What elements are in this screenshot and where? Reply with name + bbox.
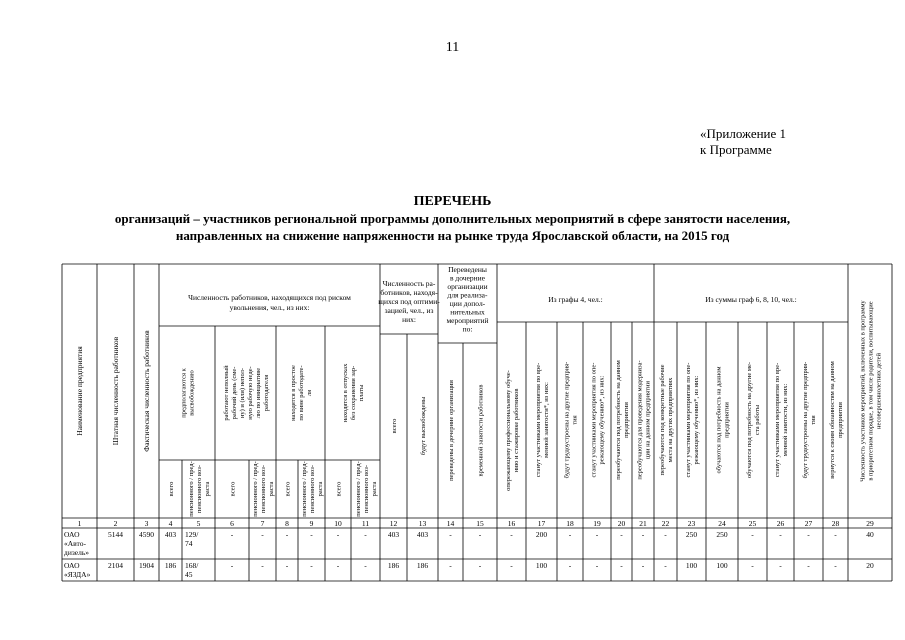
header-c28 [829,361,844,478]
column-number: 24 [718,519,726,528]
header-part-time-line: лю по инициативе [254,367,262,419]
title-main: ПЕРЕЧЕНЬ [413,194,492,209]
row-value: - [310,561,313,570]
header-c28-line: предприятии [836,402,844,438]
header-c22-line: переобучаются под конкретные рабочие [658,364,666,476]
header-downtime-line: ля [305,389,313,397]
title-line-3: направленных на снижение напряженности на рынке труда Ярославской области, на 2015 год [175,228,730,243]
row-value: 100 [535,561,548,570]
row-value: - [449,561,452,570]
row-value: 186 [387,561,400,570]
column-number: 14 [446,519,455,528]
column-number: 3 [144,519,149,528]
row-value: - [807,530,810,539]
row-value: 186 [164,561,177,570]
row-value: - [834,530,837,539]
row-name: ОАО [64,530,80,539]
subsidiary-group-header: в дочерние [450,273,485,283]
header-downtime-line: по вине работодате- [297,365,305,421]
header-c18-line: будут трудоустроены на другие предприя- [563,361,571,479]
subheader-pension-line: пенсионного воз- [362,464,370,514]
column-number: 7 [260,519,265,528]
subheader-pension-line: пенсионного / пред- [187,461,195,517]
header-advance-training-line: нию и стажировке работников [512,388,520,473]
subsidiary-group-header: для реализа- [447,290,488,300]
row-value: 100 [685,561,698,570]
subheader-total [335,482,342,497]
page-number: 11 [445,40,460,55]
row-value: - [620,561,623,570]
header-temp-employment [477,385,484,477]
column-number: 11 [361,519,370,528]
row-value: - [568,561,572,570]
column-number: 18 [566,519,574,528]
header-c18 [563,362,578,479]
row-value: - [230,530,234,539]
row-name: ОАО [64,561,80,570]
row-value: - [751,530,754,539]
header-unpaid-leave-line: находятся в отпусках [341,363,349,423]
header-optim-total-line: всего [390,418,398,434]
subheader-pension-line: пенсионного / пред- [354,461,362,517]
row-value: 200 [535,530,548,539]
row-value: - [641,561,645,570]
header-c17-line: менной занятости*, из них: [542,382,550,458]
header-c25-line: ста работы [753,404,761,436]
row-value: 5144 [108,530,123,539]
row-name: дизель» [64,548,90,557]
header-part-time-line: работодателя [262,374,270,412]
header-advance-training-line: опережающему профессиональному обуче- [504,370,512,491]
header-c26-line: менной занятости, из них: [781,383,789,457]
header-c22 [659,364,674,475]
header-unpaid-leave-line: без сохранения зар- [349,365,357,421]
row-value: 168/ [185,561,199,570]
subsidiary-group-header: нительных [450,307,485,317]
column-number: 13 [418,519,427,528]
header-c20-line: переобучаются под потребность на данном [614,360,622,480]
header-downtime [290,365,313,421]
column-number: 5 [196,519,201,528]
column-number: 10 [334,519,342,528]
row-value: - [834,561,837,570]
header-c17 [535,363,550,477]
header-part-time-line: рабочий день (сме- [230,366,238,420]
header-downtime-line: находятся в простое [289,365,297,421]
row-value: - [641,530,645,539]
subheader-pension-line: раста [267,481,275,497]
header-name [75,346,84,436]
subheader-pension [252,461,275,516]
header-transferred [448,380,455,481]
header-participants [859,300,882,482]
subheader-pension-line: пенсионного воз- [308,464,316,514]
row-value: 20 [866,561,874,570]
header-c23 [685,363,700,478]
optim-group-header: щихся под оптими- [378,297,440,306]
row-value: - [261,530,264,539]
column-number: 22 [661,519,670,528]
subheader-total-line: всего [335,481,343,497]
header-actual-count-line: Фактическая численность работников [142,330,152,452]
row-value: - [664,530,667,539]
row-value: - [779,530,782,539]
row-value: - [595,530,599,539]
row-value: - [285,530,289,539]
subsidiary-group-header: организации [447,282,488,291]
column-number: 17 [537,519,546,528]
header-release-line: высвобождению [188,370,196,416]
column-number: 28 [831,519,840,528]
row-value: - [751,561,754,570]
header-release [180,367,195,417]
header-c26-line: станут участниками мероприятия по вре- [773,362,781,478]
subsidiary-group-header: ции допол- [449,299,486,308]
header-c19-line: станут участниками мероприятия по опе- [590,362,598,478]
column-number: 20 [617,519,626,528]
row-value: - [620,530,623,539]
header-staff-count-line: Штатная численность работников [111,336,121,446]
appendix-line-2: к Программе [700,142,772,157]
header-c24 [715,367,730,474]
row-value: 403 [416,530,429,539]
column-number: 2 [113,519,118,528]
header-c23-line: режающему обучению*, из них: [692,375,700,465]
row-value: - [336,561,340,570]
header-c24-line: обучаются под потребность на данном [715,366,723,474]
subheader-total [284,482,291,497]
header-c22-line: места на других предприятиях [666,377,674,463]
subheader-pension-line: раста [316,481,324,497]
row-value: - [807,561,810,570]
column-number: 19 [593,519,601,528]
subheader-pension-line: пенсионного воз- [259,464,267,514]
row-value: 250 [716,530,728,539]
optim-group-header: зацией, чел., из [384,306,434,315]
subheader-pension [188,461,211,516]
row-value: - [595,561,599,570]
row-value: 403 [387,530,400,539]
header-c20 [615,360,630,479]
header-c27 [802,362,817,479]
optim-group-header: ботников, находя- [380,288,438,297]
column-number: 9 [309,519,314,528]
row-value: - [336,530,340,539]
column-number: 26 [776,519,785,528]
row-value: - [510,561,513,570]
column-number: 4 [168,519,173,528]
subheader-total-line: всего [284,481,292,497]
from4-group-header: Из графы 4, чел.: [548,295,603,304]
header-c19 [590,363,605,478]
header-c17-line: станут участниками мероприятия по вре- [534,362,542,478]
row-value: - [478,530,482,539]
header-part-time-line: ну) и (или) непол- [238,367,246,419]
row-value: - [364,530,367,539]
row-value: 4590 [139,530,154,539]
column-number: 23 [687,519,696,528]
row-value: - [478,561,482,570]
header-c20-line: предприятии [622,402,630,438]
header-temp-employment-line: временной занятости работников [477,384,485,477]
column-number: 29 [866,519,874,528]
header-part-time-line: ную рабочую неде- [246,366,254,420]
row-value: - [261,561,264,570]
row-value: - [664,561,667,570]
risk-group-header: увольнения, чел., из них: [229,303,310,312]
optim-group-header: Численность ра- [382,279,436,288]
header-advance-training [505,370,520,491]
row-value: 40 [866,530,874,539]
subheader-pension-line: раста [203,481,211,497]
header-c25 [746,362,761,478]
from6810-group-header: Из суммы граф 6, 8, 10, чел.: [705,295,797,304]
header-part-time-line: работают неполный [222,365,230,421]
subheader-total-line: всего [229,481,237,497]
row-value: - [230,561,234,570]
header-c27-line: будут трудоустроены на другие предприя- [801,361,809,479]
row-value: 45 [185,570,193,579]
row-value: - [449,530,452,539]
subheader-total [168,482,175,497]
subheader-pension [301,461,324,516]
risk-group-header: Численность работников, находящихся под риском [188,293,351,302]
header-release-line: предполагаются к [180,368,188,418]
column-number: 27 [804,519,813,528]
row-value: - [568,530,572,539]
subsidiary-group-header: Переведены [448,265,487,274]
column-number: 16 [507,519,516,528]
header-transferred-line: переведены в дочерние организации [447,380,455,481]
appendix-line-1: «Приложение 1 [700,126,787,141]
header-participants-line: в приоритетном порядке, в том числе родители, воспитывающие [867,301,875,481]
header-staff-count [111,336,120,445]
column-number: 8 [285,519,289,528]
row-value: - [510,530,513,539]
subheader-pension [355,461,378,516]
row-value: 250 [685,530,698,539]
optim-group-header: них: [402,315,416,324]
row-value: 2104 [108,561,123,570]
header-part-time [223,365,270,421]
header-c23-line: станут участниками мероприятия по опе- [684,362,692,478]
row-name: «Авто- [64,539,86,548]
title-line-2: организаций – участников региональной программы дополнительных мероприятий в сфере занятости населения, [114,211,791,226]
header-c21-line: переобучаются для проведения модерниза- [636,360,644,480]
column-number: 1 [77,519,82,528]
row-value: 403 [164,530,177,539]
subsidiary-group-header: по: [462,324,473,334]
header-unpaid-leave [342,363,365,422]
row-value: 100 [716,561,728,570]
row-name: «ЯЗДА» [64,570,91,579]
row-value: 1904 [139,561,154,570]
header-c24-line: предприятии [723,402,731,438]
subheader-pension-line: пенсионного воз- [195,464,203,514]
header-optim-total [391,419,398,434]
column-number: 15 [476,519,484,528]
row-value: - [310,530,313,539]
row-value: 129/ [185,530,199,539]
column-number: 21 [639,519,647,528]
subsidiary-group-header: мероприятий [446,316,489,325]
header-c25-line: обучаются под потребность на другие ме- [745,361,753,479]
subheader-total [229,482,236,497]
header-unpaid-leave-line: платы [357,384,365,402]
header-participants-line: Численность участников мероприятий, включенных в программу [859,300,867,482]
row-value: 186 [416,561,429,570]
row-value: 74 [185,539,193,548]
header-c27-line: тия [809,415,817,425]
subheader-total-line: всего [167,481,175,497]
header-c21-line: ции на данном предприятии [644,381,652,459]
row-value: - [779,561,782,570]
column-number: 6 [230,519,234,528]
subheader-pension-line: пенсионного / пред- [300,461,308,517]
header-participants-line: несовершеннолетних детей [875,352,883,430]
subheader-pension-line: пенсионного / пред- [251,461,259,517]
column-number: 12 [389,519,398,528]
subheader-pension-line: раста [370,481,378,497]
header-name-line: Наименование предприятия [75,346,85,436]
header-c21 [636,360,651,479]
header-will-release-line: будут высвобождены [419,396,427,456]
header-will-release [420,396,427,455]
header-c18-line: тия [571,415,579,425]
column-number: 25 [748,519,757,528]
header-c26 [774,363,789,477]
header-actual-count [142,330,151,452]
row-value: - [285,561,289,570]
header-c19-line: режающему обучению*, из них: [598,375,606,465]
row-value: - [364,561,367,570]
header-c28-line: вернутся к своим обязанностям на данном [828,361,836,479]
